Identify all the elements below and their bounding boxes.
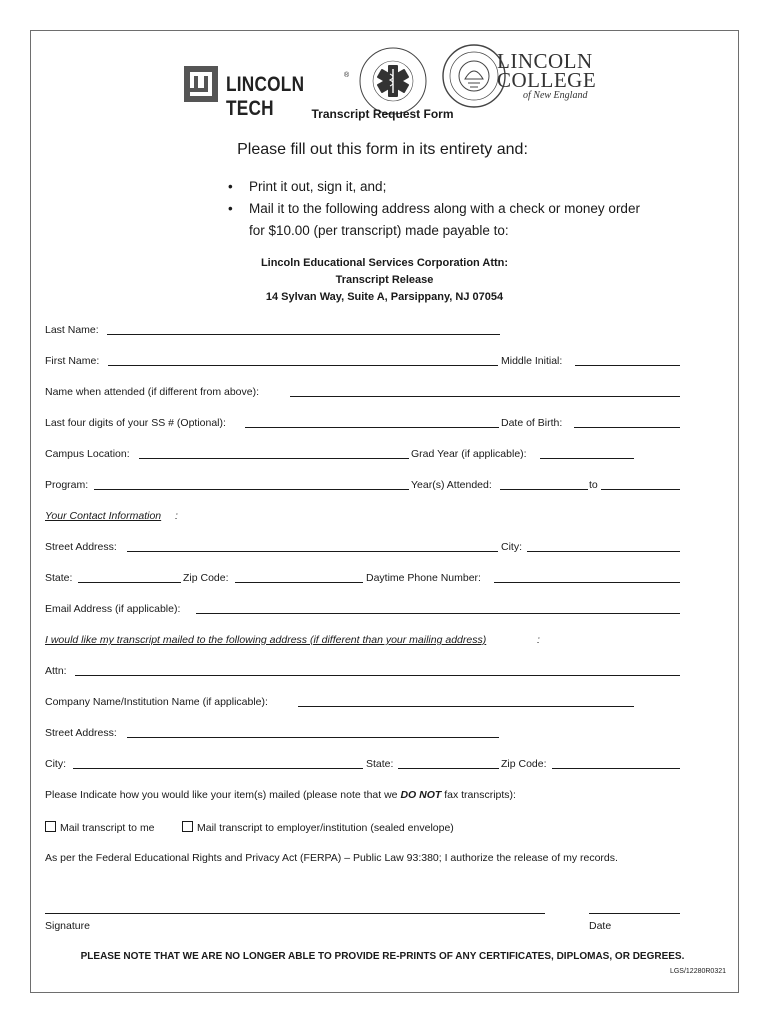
form-title: Transcript Request Form [311, 107, 454, 121]
intro-heading: Please fill out this form in its entirety and: [237, 141, 528, 158]
years-attended-end-field[interactable] [601, 489, 680, 490]
dob-field[interactable] [574, 427, 680, 428]
last-name-label: Last Name: [45, 324, 99, 336]
contact-heading [45, 510, 161, 523]
ssn-field[interactable] [245, 427, 499, 428]
years-attended-start-field[interactable] [500, 489, 588, 490]
bullet-dot-2: • [228, 201, 233, 216]
middle-initial-field[interactable] [575, 365, 680, 366]
city2-label: City: [45, 758, 66, 770]
state-label: State: [45, 572, 73, 584]
address-line1: Lincoln Educational Services Corporation Attn: [260, 257, 509, 269]
bullet-2-line2: for $10.00 (per transcript) made payable to: [249, 223, 509, 238]
lincoln-college-line3: of New England [523, 90, 588, 101]
bullet-1: Print it out, sign it, and; [249, 179, 387, 194]
company-label: Company Name/Institution Name (if applicable): [45, 696, 268, 708]
checkbox-mail-to-me[interactable] [45, 821, 56, 832]
first-name-label: First Name: [45, 355, 100, 367]
lincoln-tech-wordmark: LINCOLN TECH [226, 73, 305, 120]
lincoln-tech-logo [184, 66, 354, 120]
street-field[interactable] [127, 551, 498, 552]
date-label: Date [589, 920, 612, 932]
grad-year-field[interactable] [540, 458, 634, 459]
years-to-label: to [589, 479, 598, 491]
attn-field[interactable] [75, 675, 680, 676]
program-field[interactable] [94, 489, 409, 490]
mail-heading-text: I would like my transcript mailed to the following address (if different than your mailing address) [45, 634, 487, 646]
last-name-field[interactable] [107, 334, 500, 335]
state2-field[interactable] [398, 768, 499, 769]
grad-year-label: Grad Year (if applicable): [411, 448, 527, 460]
ferpa-statement: As per the Federal Educational Rights and Privacy Act (FERPA) – Public Law 93:380; I authorize the release of my records. [45, 852, 618, 864]
years-attended-label: Year(s) Attended: [411, 479, 492, 491]
lincoln-tech-mark-icon [184, 66, 218, 102]
state2-label: State: [366, 758, 394, 770]
signature-label: Signature [45, 920, 90, 932]
zip2-label: Zip Code: [501, 758, 547, 770]
delivery-prompt [45, 789, 516, 802]
address-line3: 14 Sylvan Way, Suite A, Parsippany, NJ 07054 [265, 291, 504, 303]
contact-heading-colon: : [175, 510, 178, 522]
lincoln-college-logo [497, 49, 597, 105]
mail-heading [45, 634, 486, 647]
checkbox-mail-to-employer[interactable] [182, 821, 193, 832]
first-name-field[interactable] [108, 365, 498, 366]
form-code: LGS/12280R0321 [669, 968, 726, 975]
bullet-2-line1: Mail it to the following address along with a check or money order [249, 201, 640, 216]
option-mail-to-me[interactable] [45, 821, 155, 835]
delivery-prompt-emphasis: DO NOT [400, 789, 442, 801]
street-label: Street Address: [45, 541, 117, 553]
lincoln-college-line2: COLLEGE [497, 68, 597, 92]
option-mail-to-employer-label: Mail transcript to employer/institution (sealed envelope) [197, 822, 454, 834]
signature-field[interactable] [45, 913, 545, 914]
reprint-notice: PLEASE NOTE THAT WE ARE NO LONGER ABLE TO PROVIDE RE-PRINTS OF ANY CERTIFICATES, DIPLOMAS, OR DEGREES. [80, 951, 685, 962]
option-mail-to-me-label: Mail transcript to me [60, 822, 155, 834]
name-attended-field[interactable] [290, 396, 680, 397]
ssn-label: Last four digits of your SS # (Optional): [45, 417, 226, 429]
zip-field[interactable] [235, 582, 363, 583]
phone-label: Daytime Phone Number: [366, 572, 481, 584]
city-field[interactable] [527, 551, 680, 552]
zip-label: Zip Code: [183, 572, 229, 584]
dob-label: Date of Birth: [501, 417, 563, 429]
registered-mark: ® [344, 72, 350, 79]
zip2-field[interactable] [552, 768, 680, 769]
form-page [30, 30, 739, 993]
city2-field[interactable] [73, 768, 363, 769]
delivery-prompt-pre: Please Indicate how you would like your item(s) mailed (please note that we [45, 789, 401, 801]
campus-field[interactable] [139, 458, 409, 459]
campus-label: Campus Location: [45, 448, 130, 460]
state-field[interactable] [78, 582, 181, 583]
name-attended-label: Name when attended (if different from above): [45, 386, 260, 398]
program-label: Program: [45, 479, 89, 491]
lincoln-college-line1: LINCOLN [497, 49, 593, 73]
delivery-prompt-post: fax transcripts): [441, 789, 516, 801]
phone-field[interactable] [494, 582, 680, 583]
middle-initial-label: Middle Initial: [501, 355, 563, 367]
bullet-dot-1: • [228, 179, 233, 194]
date-field[interactable] [589, 913, 680, 914]
city-label: City: [501, 541, 522, 553]
street2-label: Street Address: [45, 727, 117, 739]
street2-field[interactable] [127, 737, 499, 738]
address-line2: Transcript Release [335, 274, 434, 286]
contact-heading-text: Your Contact Information [45, 510, 162, 522]
attn-label: Attn: [45, 665, 67, 677]
mail-heading-colon: : [537, 634, 540, 646]
company-field[interactable] [298, 706, 634, 707]
option-mail-to-employer[interactable] [182, 821, 454, 835]
email-label: Email Address (if applicable): [45, 603, 181, 615]
email-field[interactable] [196, 613, 680, 614]
